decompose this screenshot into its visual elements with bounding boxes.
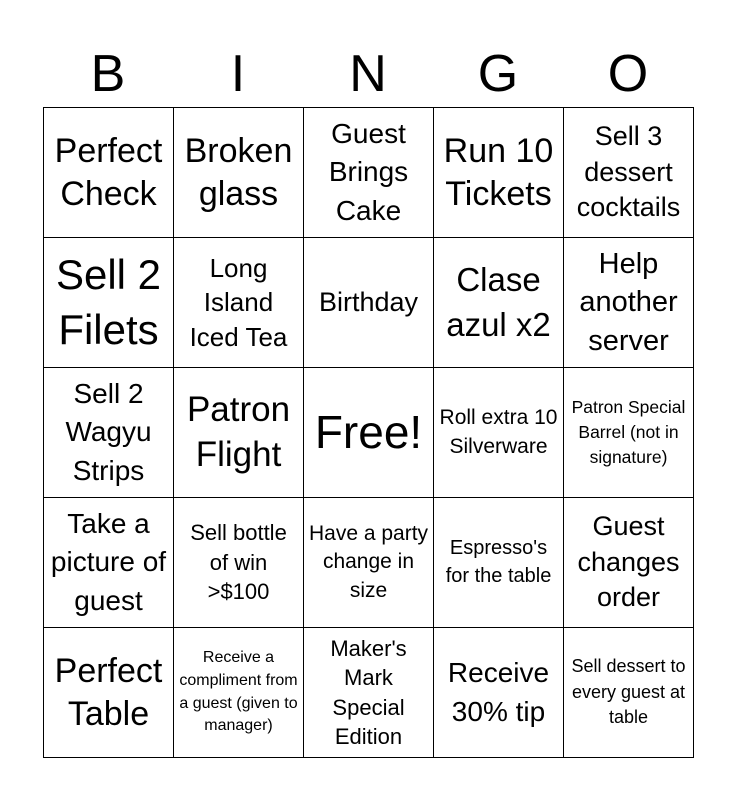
bingo-cell[interactable]	[174, 498, 304, 628]
bingo-cell[interactable]	[564, 108, 694, 238]
bingo-cell-text: Sell 2 Filets	[55, 250, 162, 353]
header-letter-b: B	[90, 45, 126, 103]
bingo-cell-text: Long Island Iced Tea	[189, 253, 288, 352]
bingo-cell-text: Roll extra 10 Silverware	[439, 406, 558, 458]
bingo-cell[interactable]	[174, 368, 304, 498]
bingo-cell-text: Sell 2 Wagyu Strips	[65, 378, 152, 486]
bingo-cell[interactable]	[44, 368, 174, 498]
bingo-cell-text: Have a party change in size	[308, 521, 429, 602]
bingo-cell[interactable]	[304, 238, 434, 368]
bingo-cell-text: Sell dessert to every guest at table	[571, 656, 686, 728]
bingo-cell-text: Sell bottle of win >$100	[190, 519, 287, 605]
bingo-cell-text: Perfect Check	[54, 132, 163, 213]
bingo-cell[interactable]	[564, 368, 694, 498]
bingo-cell[interactable]	[434, 368, 564, 498]
bingo-cell-text: Receive a compliment from a guest (given to manager)	[179, 649, 298, 735]
bingo-cell-text: Sell 3 dessert cocktails	[576, 121, 681, 223]
bingo-board	[43, 107, 694, 758]
bingo-cell-text: Run 10 Tickets	[443, 132, 554, 213]
bingo-cell[interactable]	[174, 628, 304, 758]
bingo-cell[interactable]	[174, 108, 304, 238]
bingo-cell-text: Birthday	[318, 286, 419, 317]
bingo-cell-text: Take a picture of guest	[50, 508, 167, 616]
bingo-cell-text: Patron Flight	[186, 389, 291, 474]
bingo-cell[interactable]	[44, 628, 174, 758]
bingo-cell-text: Espresso's for the table	[445, 536, 552, 587]
bingo-cell[interactable]	[434, 238, 564, 368]
bingo-cell[interactable]	[434, 628, 564, 758]
bingo-cell-text: Patron Special Barrel (not in signature)	[571, 397, 686, 467]
header-letter-o: O	[607, 45, 649, 103]
bingo-cell[interactable]	[564, 238, 694, 368]
bingo-cell-text: Maker's Mark Special Edition	[330, 636, 407, 749]
bingo-cell-text: Help another server	[579, 248, 678, 357]
bingo-cell[interactable]	[564, 628, 694, 758]
bingo-cell[interactable]	[304, 108, 434, 238]
bingo-cell[interactable]	[304, 498, 434, 628]
header-letter-i: I	[230, 45, 246, 103]
bingo-cell[interactable]	[434, 498, 564, 628]
bingo-header	[43, 40, 693, 108]
bingo-cell-text: Guest Brings Cake	[328, 118, 409, 226]
bingo-cell[interactable]	[44, 108, 174, 238]
bingo-cell-text: Guest changes order	[577, 511, 680, 613]
bingo-cell-text: Broken glass	[184, 132, 293, 213]
bingo-cell[interactable]	[44, 498, 174, 628]
bingo-cell[interactable]	[304, 368, 434, 498]
bingo-cell-text-free: Free!	[314, 406, 423, 459]
bingo-cell[interactable]	[564, 498, 694, 628]
bingo-cell-text: Clase azul x2	[446, 260, 551, 343]
bingo-cell[interactable]	[434, 108, 564, 238]
bingo-cell[interactable]	[304, 628, 434, 758]
bingo-cell-text: Receive 30% tip	[447, 657, 550, 727]
bingo-cell[interactable]	[44, 238, 174, 368]
bingo-cell[interactable]	[174, 238, 304, 368]
header-letter-n: N	[349, 45, 387, 103]
header-letter-g: G	[477, 45, 519, 103]
bingo-cell-text: Perfect Table	[54, 652, 163, 733]
